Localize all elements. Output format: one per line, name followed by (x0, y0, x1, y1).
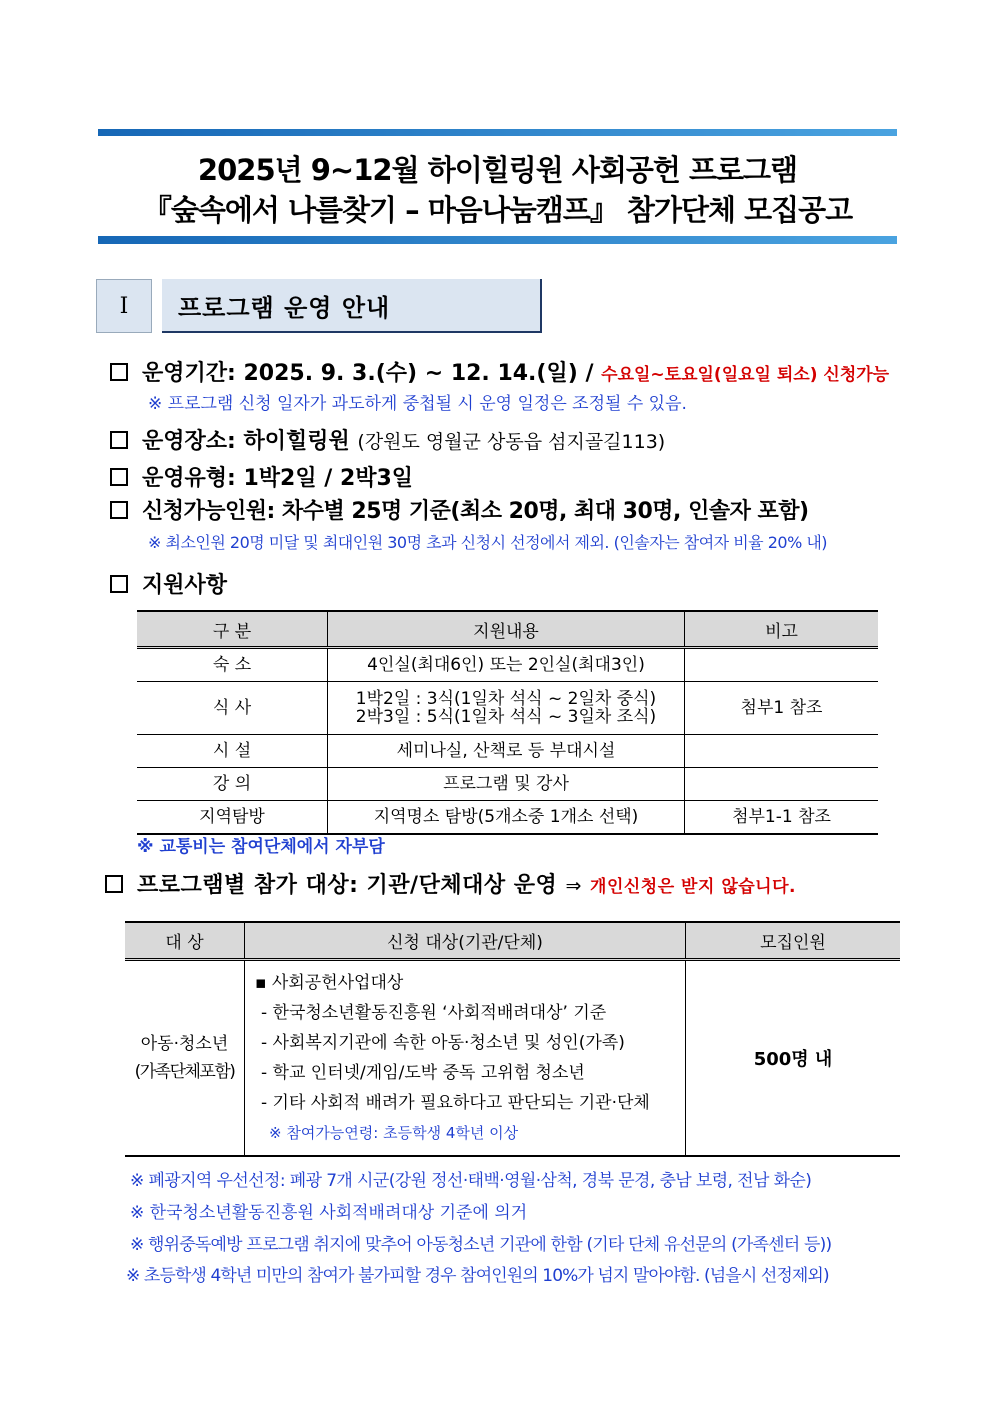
target-label: 프로그램별 참가 대상: 기관/단체대상 운영 (137, 873, 558, 898)
target-red-note: 개인신청은 받지 않습니다. (590, 877, 796, 897)
list-title: ▪ 사회공헌사업대상 (255, 973, 404, 993)
footnote: ※ 행위중독예방 프로그램 취지에 맞추어 아동청소년 기관에 한함 (기타 단체 유선문의 (가족센터 등)) (130, 1235, 832, 1255)
table-cell (685, 648, 879, 682)
footnote: ※ 한국청소년활동진흥원 사회적배려대상 기준에 의거 (130, 1203, 528, 1223)
table-cell: 첨부1-1 참조 (685, 801, 879, 835)
type-line (110, 461, 413, 492)
table-row (137, 735, 878, 768)
table-cell: 세미나실, 산책로 등 부대시설 (328, 735, 685, 768)
table-row (137, 801, 878, 835)
table-cell (685, 735, 879, 768)
capacity-label: 신청가능인원: 차수별 25명 기준(최소 20명, 최대 30명, 인솔자 포함) (142, 499, 809, 524)
checkbox-icon (110, 431, 128, 449)
page-title-line1: 2025년 9~12월 하이힐링원 사회공헌 프로그램 (197, 153, 798, 187)
table-header: 대 상 (125, 922, 245, 960)
table-cell: 강 의 (137, 768, 328, 801)
table-cell: 첨부1 참조 (685, 682, 879, 735)
transport-note: ※ 교통비는 참여단체에서 자부담 (137, 837, 385, 857)
period-note: ※ 프로그램 신청 일자가 과도하게 중첩될 시 운영 일정은 조정될 수 있음. (148, 394, 687, 414)
bottom-rule (98, 236, 897, 244)
section-title: 프로그램 운영 안내 (162, 279, 542, 333)
page-title-line2: 『숲속에서 나를찾기 – 마음나눔캠프』 참가단체 모집공고 (142, 193, 853, 227)
table-cell: 숙 소 (137, 648, 328, 682)
list-item: - 한국청소년활동진흥원 ‘사회적배려대상’ 기준 (261, 1003, 607, 1023)
table-cell: 지역탐방 (137, 801, 328, 835)
table-header: 지원내용 (328, 611, 685, 648)
target-table (125, 921, 900, 1157)
place-address: (강원도 영월군 상동읍 섬지골길113) (357, 431, 666, 453)
capacity-line (110, 494, 809, 525)
period-red-note: 수요일~토요일(일요일 퇴소) 신청가능 (601, 365, 890, 385)
table-row (137, 682, 878, 735)
table-cell: 지역명소 탐방(5개소중 1개소 선택) (328, 801, 685, 835)
table-cell: 식 사 (137, 682, 328, 735)
table-row (137, 768, 878, 801)
list-item: - 사회복지기관에 속한 아동·청소년 및 성인(가족) (261, 1033, 625, 1053)
age-tip: ※ 참여가능연령: 초등학생 4학년 이상 (269, 1124, 519, 1142)
checkbox-icon (110, 501, 128, 519)
footnote: ※ 초등학생 4학년 미만의 참여가 불가피할 경우 참여인원의 10%가 넘지 말아야함. (넘을시 선정제외) (126, 1266, 829, 1286)
target-cell (125, 960, 245, 1157)
list-item: - 학교 인터넷/게임/도박 중독 고위험 청소년 (261, 1063, 585, 1083)
checkbox-icon (110, 363, 128, 381)
support-table (137, 610, 878, 835)
table-header: 신청 대상(기관/단체) (245, 922, 686, 960)
target-sub: (가족단체포함) (134, 1062, 235, 1082)
table-cell (328, 682, 685, 735)
section-number: Ⅰ (96, 279, 152, 333)
footnote: ※ 폐광지역 우선선정: 폐광 7개 시군(강원 정선·태백·영월·삼척, 경북 문경, 충남 보령, 전남 화순) (130, 1171, 812, 1191)
table-header: 모집인원 (686, 922, 901, 960)
checkbox-icon (110, 575, 128, 593)
period-line (110, 356, 889, 387)
table-cell: 프로그램 및 강사 (328, 768, 685, 801)
support-label: 지원사항 (142, 573, 228, 598)
table-cell: 시 설 (137, 735, 328, 768)
meal-line-2: 2박3일 : 5식(1일차 석식 ~ 3일차 조식) (355, 707, 657, 727)
checkbox-icon (105, 875, 123, 893)
place-line (110, 424, 665, 455)
support-line (110, 568, 227, 599)
table-cell: 4인실(최대6인) 또는 2인실(최대3인) (328, 648, 685, 682)
table-row (125, 960, 900, 1157)
place-label: 운영장소: 하이힐링원 (142, 429, 350, 454)
target-line (105, 868, 796, 899)
capacity-note: ※ 최소인원 20명 미달 및 최대인원 30명 초과 신청시 선정에서 제외. (인솔자는 참여자 비율 20% 내) (148, 533, 828, 552)
arrow-icon: ⇒ (565, 875, 582, 897)
list-cell (245, 960, 686, 1157)
table-header: 구 분 (137, 611, 328, 648)
quota-cell: 500명 내 (686, 960, 901, 1157)
target-name: 아동·청소년 (140, 1034, 229, 1054)
table-header-row (137, 611, 878, 648)
list-item: - 기타 사회적 배려가 필요하다고 판단되는 기관·단체 (261, 1093, 650, 1113)
top-rule (98, 129, 897, 136)
type-label: 운영유형: 1박2일 / 2박3일 (142, 466, 414, 491)
table-cell (685, 768, 879, 801)
checkbox-icon (110, 468, 128, 486)
table-header: 비고 (685, 611, 879, 648)
period-label: 운영기간: 2025. 9. 3.(수) ~ 12. 14.(일) / (142, 361, 594, 386)
meal-line-1: 1박2일 : 3식(1일차 석식 ~ 2일차 중식) (355, 689, 657, 709)
table-row (137, 648, 878, 682)
table-header-row (125, 922, 900, 960)
